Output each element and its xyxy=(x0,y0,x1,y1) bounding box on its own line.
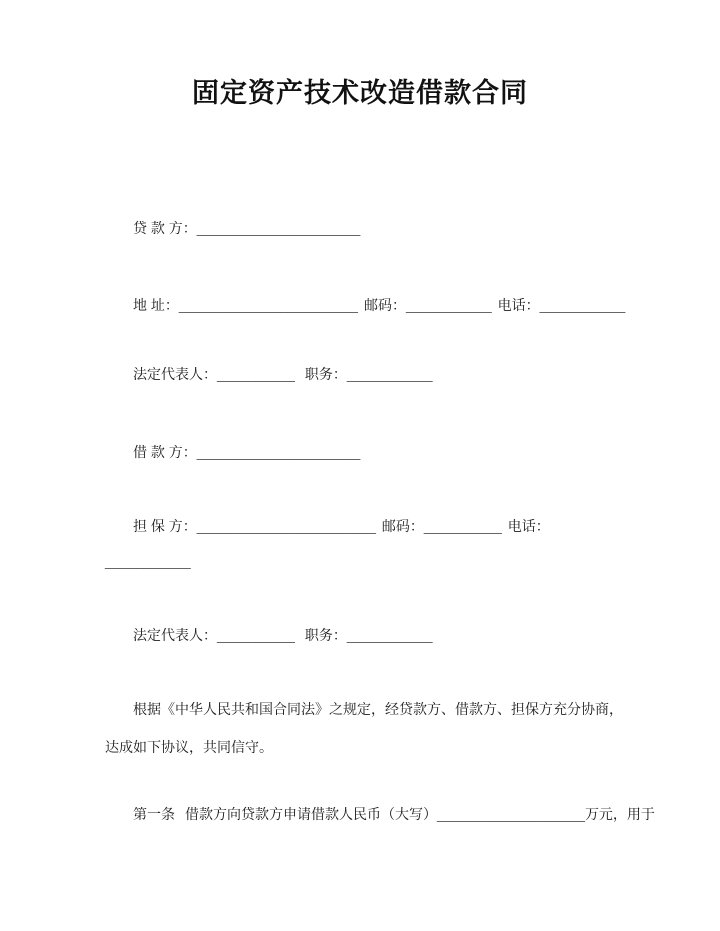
borrower-line xyxy=(133,442,360,462)
loan-amount-blank[interactable]: ___________________ xyxy=(437,806,585,822)
article-1-line xyxy=(133,804,655,824)
guarantor-position-label: 职务： xyxy=(304,627,347,643)
guarantor-legal-representative-blank[interactable]: __________ xyxy=(217,627,295,643)
lender-name-blank[interactable]: _____________________ xyxy=(196,220,361,236)
guarantor-position-blank[interactable]: ___________ xyxy=(346,627,433,643)
address-blank[interactable]: _______________________ xyxy=(178,297,358,313)
borrower-name-blank[interactable]: _____________________ xyxy=(196,444,361,460)
legal-representative-label: 法定代表人： xyxy=(133,366,217,382)
guarantor-postal-code-blank[interactable]: __________ xyxy=(423,518,502,534)
position-label: 职务： xyxy=(304,366,347,382)
guarantor-postal-code-label: 邮码： xyxy=(381,518,424,534)
lender-contact-line xyxy=(133,295,625,315)
article-1-text-after-blank: 万元，用于 xyxy=(584,806,655,822)
preamble-line-2: 达成如下协议，共同信守。 xyxy=(105,739,273,755)
phone-blank[interactable]: ___________ xyxy=(539,297,626,313)
guarantor-phone-wrapped-line xyxy=(105,551,191,571)
borrower-label: 借 款 方： xyxy=(133,444,197,460)
guarantor-representative-line xyxy=(133,625,433,645)
lender-line xyxy=(133,218,360,238)
phone-label: 电话： xyxy=(497,297,540,313)
preamble-line-1: 根据《中华人民共和国合同法》之规定，经贷款方、借款方、担保方充分协商， xyxy=(133,701,623,717)
guarantor-legal-representative-label: 法定代表人： xyxy=(133,627,217,643)
guarantor-phone-label: 电话： xyxy=(507,518,550,534)
postal-code-blank[interactable]: ___________ xyxy=(405,297,492,313)
article-1-number: 第一条 xyxy=(133,806,175,822)
guarantor-line xyxy=(133,516,550,536)
guarantor-label: 担 保 方： xyxy=(133,518,197,534)
legal-representative-blank[interactable]: __________ xyxy=(217,366,295,382)
guarantor-phone-blank[interactable]: ___________ xyxy=(105,553,191,569)
document-title: 固定资产技术改造借款合同 xyxy=(192,78,528,108)
guarantor-name-blank[interactable]: _______________________ xyxy=(196,518,376,534)
article-1-text-before-blank: 借款方向贷款方申请借款人民币（大写） xyxy=(185,806,437,822)
position-blank[interactable]: ___________ xyxy=(346,366,433,382)
lender-representative-line xyxy=(133,364,433,384)
lender-label: 贷 款 方： xyxy=(133,220,197,236)
postal-code-label: 邮码： xyxy=(363,297,406,313)
address-label: 地 址： xyxy=(133,297,179,313)
